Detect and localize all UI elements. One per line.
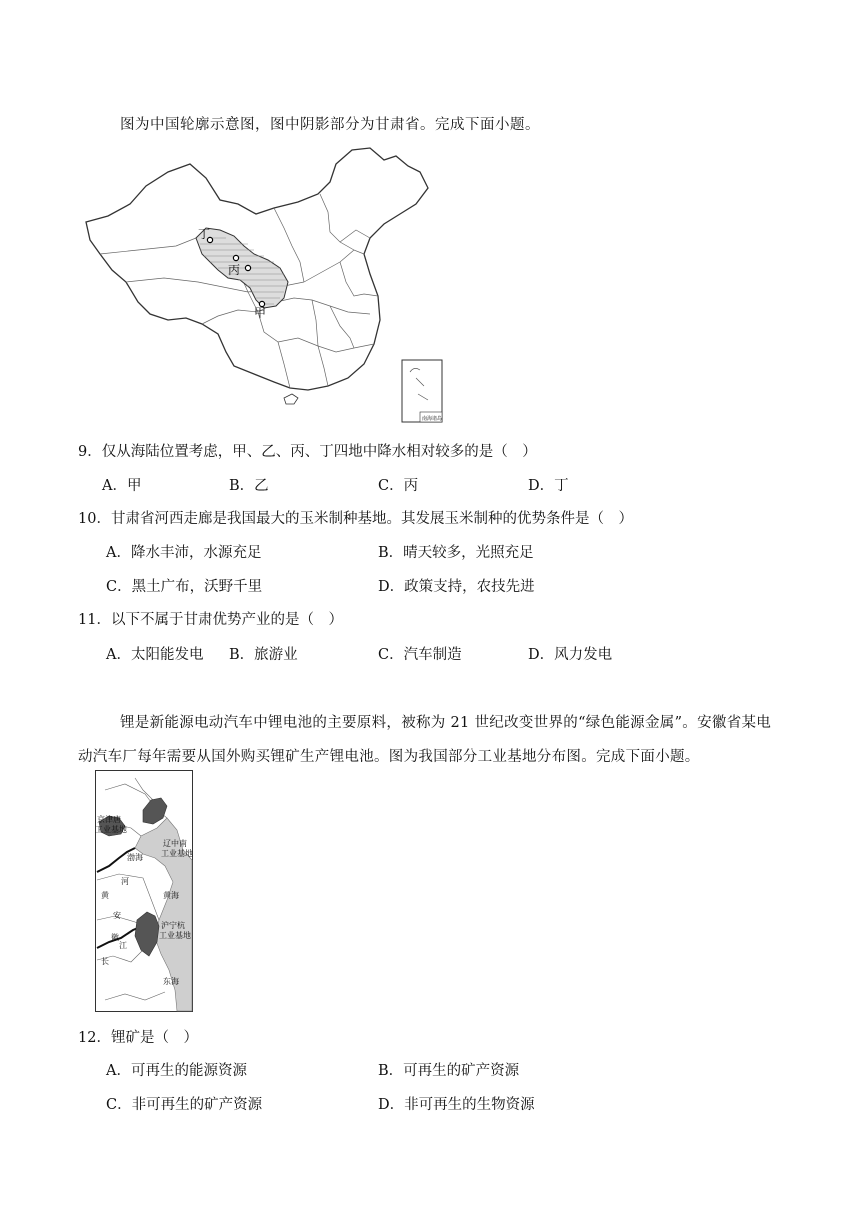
question-11-stem: 11．以下不属于甘肃优势产业的是（ ） xyxy=(78,612,343,628)
location-bing xyxy=(233,255,238,260)
label-chang: 长 xyxy=(101,957,109,966)
q11-option-b[interactable]: B．旅游业 xyxy=(229,647,298,663)
label-jjt: 京津唐 xyxy=(97,815,121,824)
section1-intro: 图为中国轮廓示意图，图中阴影部分为甘肃省。完成下面小题。 xyxy=(120,117,540,133)
label-hnh-base: 工业基地 xyxy=(159,931,191,940)
label-huanghai: 黄海 xyxy=(163,891,179,900)
location-yi xyxy=(245,265,250,270)
industrial-base-map xyxy=(95,770,193,1012)
q11-option-c[interactable]: C．汽车制造 xyxy=(378,647,462,663)
q10-option-a[interactable]: A．降水丰沛，水源充足 xyxy=(106,545,262,561)
section2-intro-line1: 锂是新能源电动汽车中锂电池的主要原料，被称为 21 世纪改变世界的“绿色能源金属”。安徽省某电 xyxy=(120,715,772,731)
label-jjt-base: 工业基地 xyxy=(95,825,127,834)
label-hnh: 沪宁杭 xyxy=(161,921,185,930)
china-outline-map xyxy=(78,142,458,422)
q10-option-d[interactable]: D．政策支持，农技先进 xyxy=(378,579,535,595)
label-bohai: 渤海 xyxy=(127,853,143,862)
inset-label: 南海诸岛 xyxy=(422,416,443,422)
q10-option-b[interactable]: B．晴天较多，光照充足 xyxy=(378,545,534,561)
q9-option-d[interactable]: D．丁 xyxy=(528,478,569,494)
label-an: 安 xyxy=(113,911,121,920)
question-12-stem: 12．锂矿是（ ） xyxy=(78,1030,198,1046)
q9-option-b[interactable]: B．乙 xyxy=(229,478,269,494)
label-lzn-base: 工业基地 xyxy=(161,849,193,858)
label-ding: 丁 xyxy=(198,227,211,241)
q9-option-c[interactable]: C．丙 xyxy=(378,478,419,494)
q9-option-a[interactable]: A．甲 xyxy=(102,478,142,494)
section2-intro-line2: 动汽车厂每年需要从国外购买锂矿生产锂电池。图为我国部分工业基地分布图。完成下面小题。 xyxy=(78,749,700,765)
label-hui: 徽 xyxy=(111,933,119,942)
label-jia: 甲 xyxy=(254,306,267,320)
q11-option-a[interactable]: A．太阳能发电 xyxy=(106,647,204,663)
question-9-stem: 9．仅从海陆位置考虑，甲、乙、丙、丁四地中降水相对较多的是（ ） xyxy=(78,444,537,460)
q12-option-c[interactable]: C．非可再生的矿产资源 xyxy=(106,1097,263,1113)
label-jiang: 江 xyxy=(119,941,127,950)
label-huang: 黄 xyxy=(101,891,109,900)
label-donghai: 东海 xyxy=(163,977,179,986)
hainan-island xyxy=(284,394,298,404)
q12-option-b[interactable]: B．可再生的矿产资源 xyxy=(378,1063,520,1079)
label-lzn: 辽中南 xyxy=(163,839,187,848)
q12-option-d[interactable]: D．非可再生的生物资源 xyxy=(378,1097,535,1113)
q12-option-a[interactable]: A．可再生的能源资源 xyxy=(106,1063,247,1079)
q10-option-c[interactable]: C．黑土广布，沃野千里 xyxy=(106,579,263,595)
q11-option-d[interactable]: D．风力发电 xyxy=(528,647,613,663)
label-he: 河 xyxy=(121,877,129,886)
label-bing: 丙 xyxy=(228,263,241,277)
question-10-stem: 10．甘肃省河西走廊是我国最大的玉米制种基地。其发展玉米制种的优势条件是（ ） xyxy=(78,511,633,527)
